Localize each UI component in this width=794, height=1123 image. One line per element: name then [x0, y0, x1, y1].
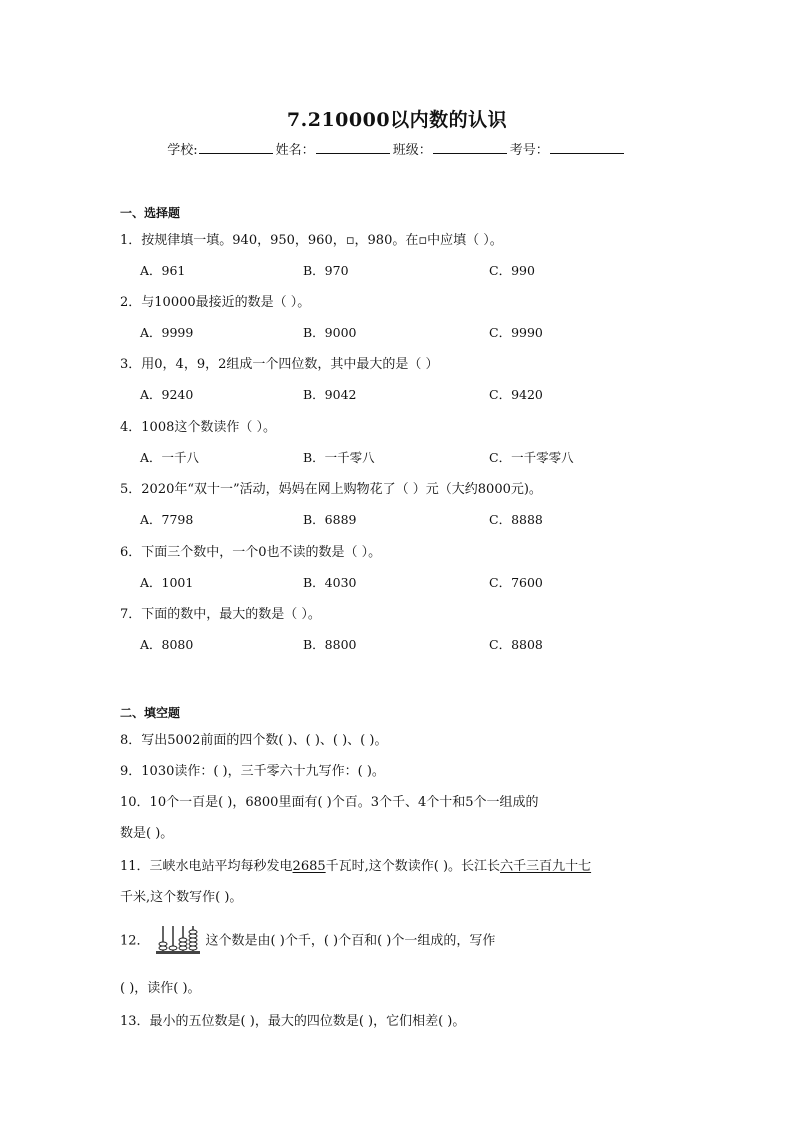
fill-question-12-line-1: [120, 924, 495, 958]
fill-question-9: 9．1030读作：( )，三千零六十九写作：( )。: [120, 764, 385, 779]
choice-2-option-b[interactable]: B．9000: [303, 325, 357, 340]
fill-question-10-line-1: 10．10个一百是( )，6800里面有( )个百。3个千、4个十和5个一组成的: [120, 795, 539, 810]
q11-middle: 千瓦时,这个数读作( )。长江长: [325, 859, 501, 874]
choice-3-option-b[interactable]: B．9042: [303, 387, 357, 402]
q11-prefix: 11．三峡水电站平均每秒发电: [120, 859, 293, 874]
section-choice-heading: 一、选择题: [120, 206, 181, 220]
fill-question-11-line-1: [120, 855, 591, 874]
choice-question-3: 3．用0，4，9，2组成一个四位数，其中最大的是（ ）: [120, 357, 439, 372]
choice-5-option-b[interactable]: B．6889: [303, 512, 357, 527]
choice-1-option-a[interactable]: A．961: [140, 263, 186, 278]
choice-question-1: 1．按规律填一填。940，950，960，▫，980。在▫中应填（ ）。: [120, 233, 503, 248]
choice-question-4: 4．1008这个数读作（ ）。: [120, 420, 276, 435]
choice-6-option-a[interactable]: A．1001: [140, 575, 194, 590]
choice-7-option-b[interactable]: B．8800: [303, 637, 357, 652]
choice-question-6: 6．下面三个数中，一个0也不读的数是（ ）。: [120, 545, 382, 560]
school-label: 学校:: [167, 143, 198, 158]
q12-text-line-1: 这个数是由( )个千，( )个百和( )个一组成的，写作: [205, 933, 496, 949]
number-label: 考号：: [509, 143, 549, 158]
student-info-line: [0, 139, 794, 158]
choice-4-option-a[interactable]: A．一千八: [140, 450, 200, 465]
school-blank[interactable]: [199, 142, 273, 154]
choice-question-2: 2．与10000最接近的数是（ ）。: [120, 295, 311, 310]
name-blank[interactable]: [316, 142, 390, 154]
choice-7-option-a[interactable]: A．8080: [140, 637, 194, 652]
fill-question-10-line-2: 数是( )。: [120, 826, 174, 841]
fill-question-8: 8．写出5002前面的四个数( )、( )、( )、( )。: [120, 733, 388, 748]
choice-question-5: 5．2020年“双十一”活动，妈妈在网上购物花了（ ）元（大约8000元)。: [120, 482, 542, 497]
choice-4-option-b[interactable]: B．一千零八: [303, 450, 375, 465]
choice-4-option-c[interactable]: C．一千零零八: [489, 450, 574, 465]
number-blank[interactable]: [550, 142, 624, 154]
name-label: 姓名：: [275, 143, 315, 158]
abacus-icon: [154, 922, 202, 956]
choice-3-option-a[interactable]: A．9240: [140, 387, 194, 402]
choice-6-option-b[interactable]: B．4030: [303, 575, 357, 590]
choice-5-option-c[interactable]: C．8888: [489, 512, 543, 527]
q11-underlined-words: 六千三百九十七: [500, 859, 592, 874]
choice-question-7: 7．下面的数中，最大的数是（ ）。: [120, 607, 321, 622]
class-label: 班级：: [392, 143, 432, 158]
class-blank[interactable]: [433, 142, 507, 154]
choice-1-option-c[interactable]: C．990: [489, 263, 535, 278]
choice-5-option-a[interactable]: A．7798: [140, 512, 194, 527]
choice-1-option-b[interactable]: B．970: [303, 263, 349, 278]
fill-question-11-line-2: 千米,这个数写作( )。: [120, 890, 243, 905]
section-fill-heading: 二、填空题: [120, 706, 181, 720]
choice-2-option-c[interactable]: C．9990: [489, 325, 543, 340]
choice-2-option-a[interactable]: A．9999: [140, 325, 194, 340]
choice-7-option-c[interactable]: C．8808: [489, 637, 543, 652]
q11-underlined-number: 2685: [292, 859, 326, 874]
fill-question-12-line-2: ( )，读作( )。: [120, 981, 201, 996]
choice-6-option-c[interactable]: C．7600: [489, 575, 543, 590]
q12-number: 12．: [120, 933, 150, 949]
fill-question-13: 13．最小的五位数是( )，最大的四位数是( )，它们相差( )。: [120, 1014, 466, 1029]
choice-3-option-c[interactable]: C．9420: [489, 387, 543, 402]
page-title: 7.210000以内数的认识: [286, 109, 508, 131]
